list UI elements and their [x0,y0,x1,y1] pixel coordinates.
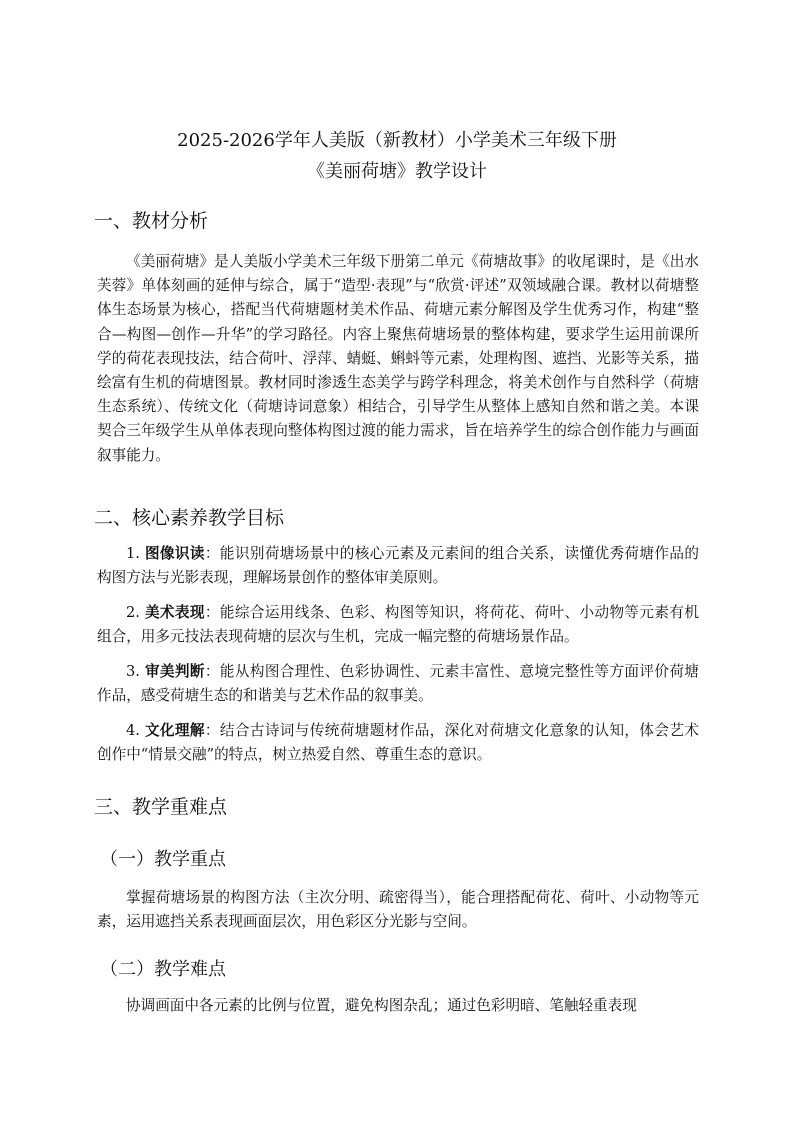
section-heading-objectives: 二、核心素养教学目标 [94,507,285,529]
subsection-heading-key-points: （一）教学重点 [100,849,226,870]
objective-label: 审美判断 [144,663,205,680]
objective-number: 4. [126,722,145,739]
objective-label: 图像识读 [144,545,205,562]
objective-text: ：能从构图合理性、色彩协调性、元素丰富性、意境完整性等方面评价荷塘作品，感受荷塘生态的和谐美与艺术作品的叙事美。 [97,663,699,705]
subsection-heading-difficult-points: （二）教学难点 [100,959,226,980]
objective-label: 文化理解 [144,722,205,739]
objective-text: ：能综合运用线条、色彩、构图等知识，将荷花、荷叶、小动物等元素有机组合，用多元技法表现荷塘的层次与生机，完成一幅完整的荷塘场景作品。 [97,604,699,646]
objective-text: ：结合古诗词与传统荷塘题材作品，深化对荷塘文化意象的认知，体会艺术创作中“情景交融”的特点，树立热爱自然、尊重生态的意识。 [97,722,699,764]
objective-text: ：能识别荷塘场景中的核心元素及元素间的组合关系，读懂优秀荷塘作品的构图方法与光影表现，理解场景创作的整体审美原则。 [97,545,699,587]
objective-item [97,601,699,649]
objective-item [97,719,699,767]
subsection-paragraph-difficult-points: 协调画面中各元素的比例与位置，避免构图杂乱；通过色彩明暗、笔触轻重表现 [126,997,637,1014]
objective-number: 3. [126,663,145,680]
section-heading-key-difficult-points: 三、教学重难点 [94,796,228,818]
section-heading-textbook-analysis: 一、教材分析 [94,210,209,232]
document-title-line1: 2025-2026学年人美版（新教材）小学美术三年级下册 [177,130,617,151]
objective-item [97,542,699,590]
objective-label: 美术表现 [144,604,205,621]
objective-number: 2. [126,604,145,621]
objective-number: 1. [126,545,145,562]
section-paragraph-textbook-analysis: 《美丽荷塘》是人美版小学美术三年级下册第二单元《荷塘故事》的收尾课时，是《出水芙蓉》单体刻画的延伸与综合，属于“造型·表现”与“欣赏·评述”双领域融合课。教材以荷塘整体生态场景为核心，搭配当代荷塘题材美术作品、荷塘元素分解图及学生优秀习作，构建“整合—构图—创作—升华”的学习路径。内容上聚焦荷塘场景的整体构建，要求学生运用前课所学的荷花表现技法，结合荷叶、浮萍、蜻蜓、蝌蚪等元素，处理构图、遮挡、光影等关系，描绘富有生机的荷塘图景。教材同时渗透生态美学与跨学科理念，将美术创作与自然科学（荷塘生态系统）、传统文化（荷塘诗词意象）相结合，引导学生从整体上感知自然和谐之美。本课契合三年级学生从单体表现向整体构图过渡的能力需求，旨在培养学生的综合创作能力与画面叙事能力。 [97,253,699,464]
document-title-line2: 《美丽荷塘》教学设计 [307,161,487,182]
subsection-paragraph-key-points: 掌握荷塘场景的构图方法（主次分明、疏密得当），能合理搭配荷花、荷叶、小动物等元素，运用遮挡关系表现画面层次，用色彩区分光影与空间。 [97,889,699,931]
objective-item [97,660,699,708]
